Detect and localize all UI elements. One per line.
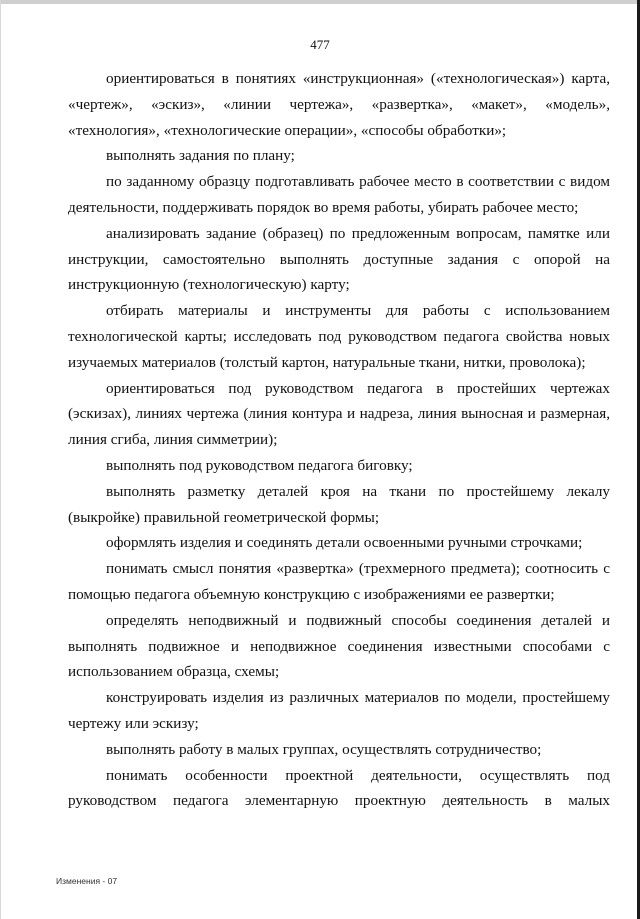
paragraph: выполнять работу в малых группах, осуществлять сотрудничество; xyxy=(106,740,542,758)
paragraph: определять неподвижный и подвижный способы соединения деталей и выполнять подвижное и неподвижное соединения известными способами с использованием образца, схемы; xyxy=(68,611,610,681)
paragraph: выполнять разметку деталей кроя на ткани по простейшему лекалу (выкройке) правильной геометрической формы; xyxy=(68,482,610,526)
paragraph: отбирать материалы и инструменты для работы с использованием технологической карты; исследовать под руководством педагога свойства новых изучаемых материалов (толстый картон, натуральные ткани, нитки, проволока); xyxy=(68,302,610,371)
page-number: 477 xyxy=(310,37,330,52)
paragraph: оформлять изделия и соединять детали освоенными ручными строчками; xyxy=(106,534,583,552)
paragraph: конструировать изделия из различных материалов по модели, простейшему чертежу или эскизу; xyxy=(68,689,610,732)
paragraph: выполнять под руководством педагога биговку; xyxy=(106,456,413,474)
footer-revision: Изменения - 07 xyxy=(56,876,118,886)
paragraph: ориентироваться под руководством педагога в простейших чертежах (эскизах), линиях чертежа (линия контура и надреза, линия выносная и размерная, линия сгиба, линия симметрии); xyxy=(68,379,610,449)
document-body xyxy=(68,66,610,814)
paragraph: выполнять задания по плану; xyxy=(106,147,295,165)
paragraph: ориентироваться в понятиях «инструкционная» («технологическая») карта, «чертеж», «эскиз», «линии чертежа», «развертка», «макет», «модель», «технология», «технологические операции», «способы обработки»; xyxy=(68,70,610,139)
scan-top-edge xyxy=(0,0,640,4)
scan-left-edge xyxy=(0,0,1,919)
paragraph: понимать особенности проектной деятельности, осуществлять под руководством педагога элементарную проектную деятельность в малых xyxy=(68,766,610,810)
paragraph: понимать смысл понятия «развертка» (трехмерного предмета); соотносить с помощью педагога объемную конструкцию с изображениями ее развертки; xyxy=(68,560,610,603)
paragraph: анализировать задание (образец) по предложенным вопросам, памятке или инструкции, самостоятельно выполнять доступные задания с опорой на инструкционную (технологическую) карту; xyxy=(68,224,610,294)
paragraph: по заданному образцу подготавливать рабочее место в соответствии с видом деятельности, поддерживать порядок во время работы, убирать рабочее место; xyxy=(68,173,610,216)
